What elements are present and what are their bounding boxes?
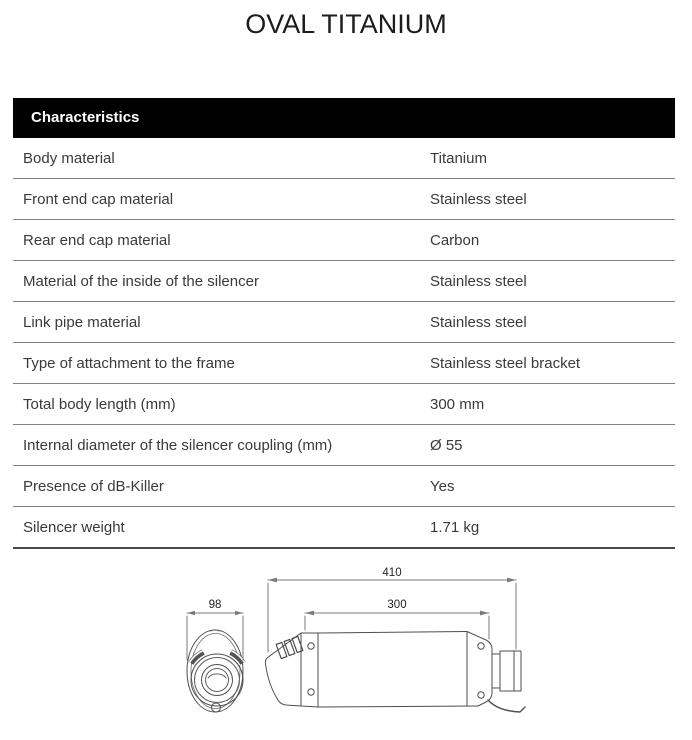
spec-value: Stainless steel bracket [430,354,581,372]
spec-label: Front end cap material [23,190,174,208]
table-header: Characteristics [13,98,675,138]
spec-value: Stainless steel [430,272,527,290]
dimension-label-front-width: 98 [208,599,222,611]
spec-value: Carbon [430,231,480,249]
table-row [13,138,675,179]
spec-label: Total body length (mm) [23,395,176,413]
dimension-label-body-length: 300 [387,599,407,611]
dimension-label-total-length: 410 [382,567,402,579]
dimension-lines [187,578,516,660]
spec-value: 1.71 kg [430,518,480,536]
spec-value: 300 mm [430,395,485,413]
table-row [13,425,675,466]
table-row [13,466,675,507]
spec-label: Internal diameter of the silencer coupling (mm) [23,436,333,454]
spec-label: Link pipe material [23,313,141,331]
table-row [13,343,675,384]
spec-value: Ø 55 [430,436,463,454]
table-row [13,261,675,302]
spec-label: Presence of dB-Killer [23,477,164,495]
characteristics-table [13,98,675,549]
spec-label: Type of attachment to the frame [23,354,235,372]
table-row [13,179,675,220]
spec-label: Material of the inside of the silencer [23,272,259,290]
table-row [13,302,675,343]
page-title: OVAL TITANIUM [245,9,447,39]
side-view [265,632,525,713]
spec-value: Stainless steel [430,313,527,331]
table-row [13,384,675,425]
spec-label: Rear end cap material [23,231,171,249]
spec-value: Stainless steel [430,190,527,208]
spec-value: Yes [430,477,455,495]
table-row [13,507,675,549]
spec-value: Titanium [430,149,487,167]
spec-label: Silencer weight [23,518,125,536]
table-row [13,220,675,261]
front-view [187,630,244,712]
spec-label: Body material [23,149,115,167]
